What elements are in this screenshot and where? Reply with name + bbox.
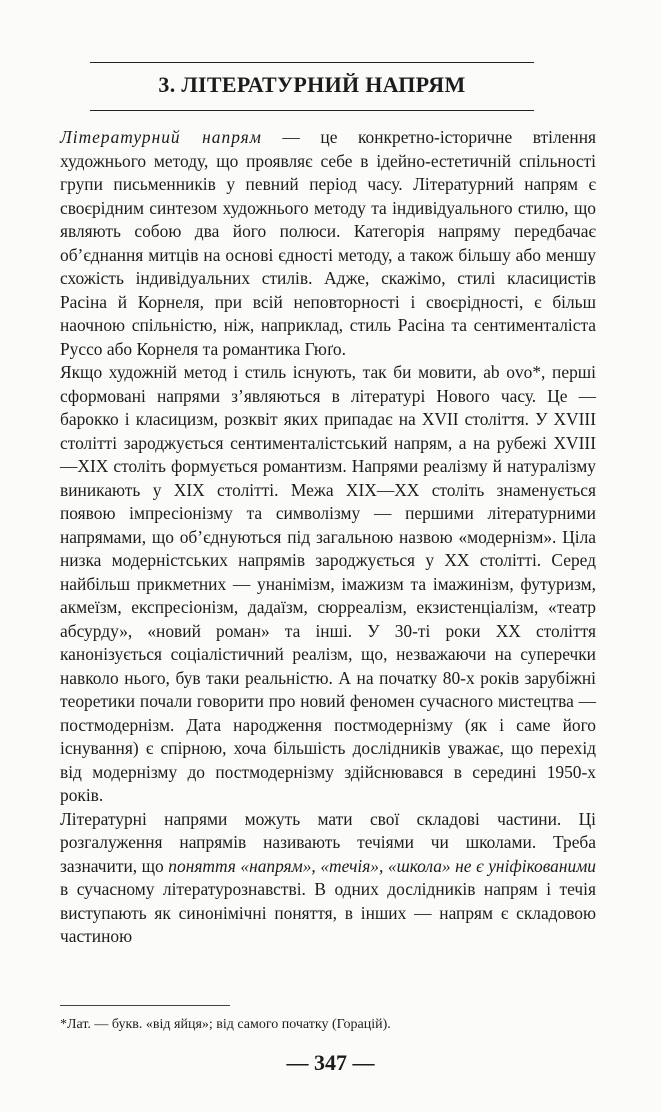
paragraph-2 <box>60 361 596 808</box>
footnote-rule <box>60 1005 230 1006</box>
paragraph-3-emphasis: поняття «напрям», «течія», «школа» не є уніфікованими <box>168 855 596 876</box>
paragraph-3-text-before: Літературні напрями можуть мати свої складові частини. Ці розгалуження напрямів називають течіями чи школами. Треба зазначити, що <box>60 808 596 876</box>
paragraph-2-text: Якщо художній метод і стиль існують, так би мовити, ab ovo*, перші сформовані напрями з’являються в літературі Нового часу. Це — барокко і класицизм, розквіт яких припадає на XVII століття. У XVIII столітті зароджується сентименталістський напрям, а на рубежі XVIII—XIX століть формується романтизм. Напрями реалізму й натуралізму виникають у XIX столітті. Межа XIX—XX століть знаменується появою імпресіонізму та символізму — першими літературними напрямами, що об’єднуються під загальною назвою «модернізм». Ціла низка модерністських напрямів зароджується у XX столітті. Серед найбільш прикметних — унанімізм, імажизм та імажинізм, футуризм, акмеїзм, експресіонізм, дадаїзм, сюрреалізм, екзистенціалізм, «театр абсурду», «новий роман» та інші. У 30-ті роки XX століття канонізується соціалістичний реалізм, що, незважаючи на суперечки навколо нього, був таки реальністю. А на початку 80-х років зарубіжні теоретики почали говорити про новий феномен сучасного мистецтва — постмодернізм. Дата народження постмодернізму (як і саме його існування) є спірною, хоча більшість дослідників уважає, що перехід від модернізму до постмодернізму здійснювався в середині 1950-х років. <box>60 362 596 805</box>
heading-top-rule <box>90 62 534 63</box>
paragraph-1-text: — це конкретно-історичне втілення художнього методу, що проявляє себе в ідейно-естетичній спільності групи письменників у певний період часу. Літературний напрям є своєрідним синтезом художнього методу та індивідуального стилю, що являють собою два його полюси. Категорія напряму передбачає об’єднання митців на основі єдності методу, а також більшу або меншу схожість індивідуальних стилів. Адже, скажімо, стилі класицистів Расіна й Корнеля, при всій неповторності і своєрідності, є більш наочною спільністю, ніж, наприклад, стиль Расіна та сентименталіста Руссо або Корнеля та романтика Гюґо. <box>60 127 596 359</box>
paragraph-3-text-after: в сучасному літературознавстві. В одних дослідників напрям і течія виступають як синонімічні поняття, в інших — напрям є складовою частиною <box>60 879 596 946</box>
section-heading: 3. ЛІТЕРАТУРНИЙ НАПРЯМ <box>158 72 466 97</box>
heading-bottom-rule <box>90 110 534 111</box>
footnote: *Лат. — букв. «від яйця»; від самого початку (Горацій). <box>60 1017 391 1032</box>
paragraph-1 <box>60 126 596 361</box>
paragraph-3 <box>60 808 596 949</box>
defined-term: Літературний напрям <box>60 127 262 147</box>
page-number: — 347 — <box>286 1050 375 1075</box>
body-text <box>60 126 596 949</box>
